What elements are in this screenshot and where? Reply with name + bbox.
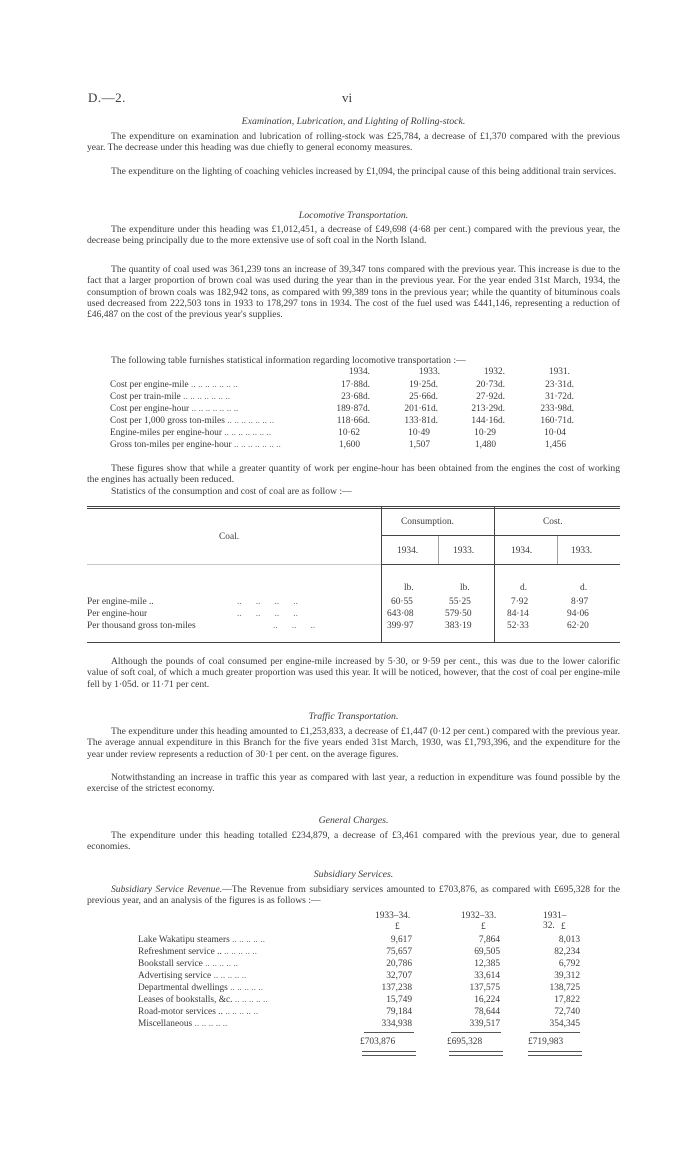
- cell: 72,740: [554, 1007, 580, 1017]
- cell: 52·33: [507, 621, 529, 631]
- cell: 138,725: [549, 983, 580, 993]
- page-reference: D.—2.: [88, 90, 126, 105]
- total-cell: £719,983: [528, 1037, 564, 1047]
- cell: 1,507: [408, 440, 430, 450]
- row-label: Departmental dwellings ..: [138, 983, 338, 993]
- cell: 20·73d.: [476, 380, 505, 390]
- total-rule: [528, 1051, 582, 1056]
- column-header: 1933.: [418, 367, 440, 377]
- cell: 1,480: [474, 440, 496, 450]
- unit-label: lb.: [404, 583, 414, 593]
- cell: 84·14: [507, 609, 529, 619]
- table-row: [110, 392, 580, 404]
- cell: 60·55: [391, 597, 413, 607]
- leader-dots: .. .. .. ..: [237, 597, 298, 607]
- table-row: [138, 1019, 578, 1031]
- cell: 10·29: [474, 428, 496, 438]
- total-cell: £703,876: [360, 1037, 396, 1047]
- row-label: Cost per engine-hour ..: [110, 404, 360, 414]
- cell: 23·31d.: [545, 380, 574, 390]
- cell: 9,617: [390, 935, 412, 945]
- column-header: 1934.: [348, 367, 370, 377]
- column-header: 1934.: [397, 546, 419, 556]
- cell: 160·71d.: [540, 416, 574, 426]
- cell: 75,657: [386, 947, 412, 957]
- cell: 201·61d.: [404, 404, 438, 414]
- cell: 10·49: [408, 428, 430, 438]
- row-label: Bookstall service ..: [138, 959, 338, 969]
- cell: 334,938: [381, 1019, 412, 1029]
- row-label: Per engine-mile ..: [87, 597, 154, 607]
- table-row: [138, 971, 578, 983]
- table-row: [110, 416, 580, 428]
- table-row: [138, 959, 578, 971]
- sum-rule: [364, 1032, 414, 1033]
- table-row: [138, 935, 578, 947]
- cell: 20,786: [386, 959, 412, 969]
- table-row: [110, 440, 580, 452]
- paragraph-text: —The Revenue from subsidiary services amounted to £703,876, as compared with £695,328 for the previous year, and an analysis of the figures is as follows :—: [87, 884, 620, 907]
- cell: 133·81d.: [404, 416, 438, 426]
- cell: 55·25: [449, 597, 471, 607]
- table-row: [138, 947, 578, 959]
- column-header: 1931.: [548, 367, 570, 377]
- table-row: [110, 404, 580, 416]
- cell: 7,864: [478, 935, 500, 945]
- column-header: 1932.: [483, 367, 505, 377]
- paragraph: The expenditure on the lighting of coaching vehicles increased by £1,094, the principal cause of this being additional train services.: [111, 166, 617, 177]
- column-header: 1934.: [511, 546, 533, 556]
- paragraph: These figures show that while a greater quantity of work per engine-hour has been obtained from the engines the cost of working the engines has actually been reduced.: [87, 463, 620, 486]
- cell: 189·87d.: [336, 404, 370, 414]
- row-label: Per engine-hour: [87, 609, 148, 619]
- stub-header: Coal.: [219, 532, 240, 542]
- unit-label: £: [561, 922, 566, 932]
- cell: 1,456: [544, 440, 566, 450]
- paragraph: The expenditure under this heading was £1,012,451, a decrease of £49,698 (4·68 per cent.) compared with the previous year, the decrease being principally due to the more extensive use of soft coal in the North Island.: [87, 224, 620, 247]
- row-label: Advertising service ..: [138, 971, 338, 981]
- cell: 8·97: [571, 597, 589, 607]
- row-label: Miscellaneous ..: [138, 1019, 338, 1029]
- cell: 78,644: [474, 1007, 500, 1017]
- paragraph-lead: Subsidiary Service Revenue.: [111, 884, 223, 895]
- row-label: Lake Wakatipu steamers ..: [138, 935, 338, 945]
- cell: 144·16d.: [471, 416, 505, 426]
- coal-statistics-table: [87, 504, 620, 644]
- leader-dots: .. .. ..: [273, 621, 316, 631]
- section-heading-rolling-stock: Examination, Lubrication, and Lighting of Rolling-stock.: [241, 116, 466, 127]
- cell: 27·92d.: [476, 392, 505, 402]
- cell: 7·92: [511, 597, 529, 607]
- section-heading-subsidiary: Subsidiary Services.: [313, 869, 394, 880]
- section-heading-locomotive: Locomotive Transportation.: [298, 210, 409, 221]
- cell: 15,749: [386, 995, 412, 1005]
- cell: 12,385: [474, 959, 500, 969]
- row-label: Refreshment service .. ..: [138, 947, 338, 957]
- cell: 94·06: [567, 609, 589, 619]
- cell: 213·29d.: [471, 404, 505, 414]
- cell: 69,505: [474, 947, 500, 957]
- cell: 233·98d.: [540, 404, 574, 414]
- column-header: 1933.: [571, 546, 593, 556]
- cell: 17,822: [554, 995, 580, 1005]
- paragraph: Notwithstanding an increase in traffic this year as compared with last year, a reduction in expenditure was found possible by the exercise of the strictest economy.: [87, 772, 620, 795]
- unit-label: d.: [520, 583, 528, 593]
- sum-rule: [451, 1032, 501, 1033]
- cell: 643·08: [387, 609, 414, 619]
- table-row: [110, 428, 580, 440]
- cell: 6,792: [558, 959, 580, 969]
- cell: 31·72d.: [545, 392, 574, 402]
- cell: 33,614: [474, 971, 500, 981]
- cell: 16,224: [474, 995, 500, 1005]
- cell: 339,517: [469, 1019, 500, 1029]
- row-label: Cost per engine-mile ..: [110, 380, 360, 390]
- cell: 118·66d.: [336, 416, 370, 426]
- section-heading-traffic: Traffic Transportation.: [308, 711, 399, 722]
- cell: 399·97: [387, 621, 414, 631]
- total-rule: [449, 1051, 503, 1056]
- cell: 62·20: [567, 621, 589, 631]
- cell: 137,575: [469, 983, 500, 993]
- paragraph: The expenditure on examination and lubrication of rolling-stock was £25,784, a decrease of £1,370 compared with the previous year. The decrease under this heading was due chiefly to general economy measures.: [87, 131, 620, 154]
- cell: 82,234: [554, 947, 580, 957]
- paragraph: Statistics of the consumption and cost of coal are as follow :—: [111, 486, 352, 497]
- row-label: Per thousand gross ton-miles: [87, 621, 196, 631]
- cell: 10·04: [544, 428, 566, 438]
- cell: 354,345: [549, 1019, 580, 1029]
- row-label: Engine-miles per engine-hour ..: [110, 428, 360, 438]
- section-heading-general-charges: General Charges.: [318, 815, 389, 826]
- group-header-consumption: Consumption.: [401, 517, 454, 527]
- row-label: Road-motor services .. ..: [138, 1007, 338, 1017]
- column-header: 1931–32.: [543, 911, 567, 931]
- row-label: Cost per train-mile ..: [110, 392, 360, 402]
- column-header: 1933–34.: [375, 911, 411, 921]
- table-row: [138, 983, 578, 995]
- unit-label: d.: [580, 583, 588, 593]
- row-label: Gross ton-miles per engine-hour ..: [110, 440, 360, 450]
- cell: 10·62: [338, 428, 360, 438]
- cell: 19·25d.: [409, 380, 438, 390]
- cell: 17·88d.: [341, 380, 370, 390]
- subsidiary-revenue-table: [138, 911, 578, 1061]
- cell: 25·66d.: [409, 392, 438, 402]
- cell: 79,184: [386, 1007, 412, 1017]
- leader-dots: .. .. .. ..: [237, 609, 298, 619]
- table-row: [138, 995, 578, 1007]
- page-number: vi: [342, 90, 353, 105]
- cell: 137,238: [381, 983, 412, 993]
- unit-label: £: [481, 922, 486, 932]
- locomotive-statistics-table: [110, 367, 610, 457]
- cell: 23·68d.: [341, 392, 370, 402]
- sum-rule: [530, 1032, 580, 1033]
- row-label: Leases of bookstalls, &c. ..: [138, 995, 338, 1005]
- paragraph: The quantity of coal used was 361,239 tons an increase of 39,347 tons compared with the previous year. This increase is due to the fact that a larger proportion of brown coal was used during the year than in the previous year. For the year ended 31st March, 1934, the consumption of brown coals was 182,942 tons, as compared with 99,389 tons in the previous year; while the quantity of bituminous coals used decreased from 222,503 tons in 1933 to 178,297 tons in 1934. The cost of the fuel used was £441,146, representing a reduction of £46,487 on the cost of the previous year's supplies.: [87, 264, 620, 321]
- paragraph: The expenditure under this heading totalled £234,879, a decrease of £3,461 compared with the previous year, due to general economies.: [87, 830, 620, 853]
- row-label: Cost per 1,000 gross ton-miles ..: [110, 416, 360, 426]
- table-row: [110, 380, 580, 392]
- cell: 39,312: [554, 971, 580, 981]
- paragraph: Although the pounds of coal consumed per engine-mile increased by 5·30, or 9·59 per cent., this was due to the lower calorific value of soft coal, of which a much greater proportion was used this year. It will be noticed, however, that the cost of coal per engine-mile fell by 1·05d. or 11·71 per cent.: [87, 656, 620, 690]
- column-header: 1932–33.: [461, 911, 497, 921]
- unit-label: £: [395, 922, 400, 932]
- column-header: 1933.: [453, 546, 475, 556]
- paragraph: [87, 884, 620, 907]
- group-header-cost: Cost.: [543, 517, 563, 527]
- cell: 1,600: [338, 440, 360, 450]
- table-row: [138, 1007, 578, 1019]
- cell: 32,707: [386, 971, 412, 981]
- paragraph: The expenditure under this heading amounted to £1,253,833, a decrease of £1,447 (0·12 per cent.) compared with the previous year. The average annual expenditure in this Branch for the five years ended 31st March, 1930, was £1,793,396, and the expenditure for the year under review represents a reduction of 30·1 per cent. on the average figures.: [87, 726, 620, 760]
- total-rule: [362, 1051, 416, 1056]
- cell: 8,013: [558, 935, 580, 945]
- total-cell: £695,328: [447, 1037, 483, 1047]
- unit-label: lb.: [460, 583, 470, 593]
- cell: 383·19: [445, 621, 472, 631]
- paragraph: The following table furnishes statistical information regarding locomotive transportation :—: [111, 355, 466, 366]
- cell: 579·50: [445, 609, 472, 619]
